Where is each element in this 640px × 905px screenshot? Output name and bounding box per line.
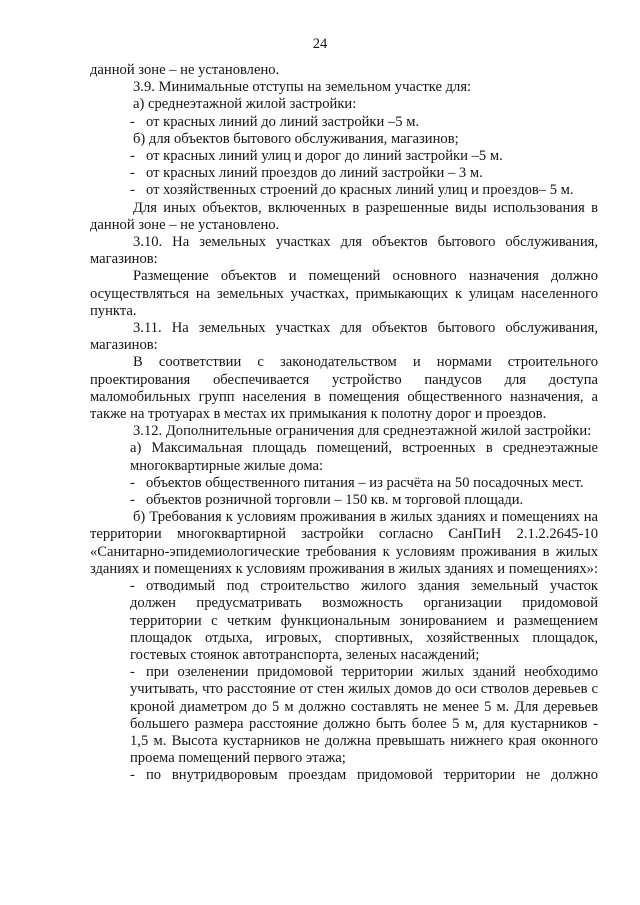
- list-item: а) Максимальная площадь помещений, встроенных в среднеэтажные многоквартирные жилые дома:: [130, 440, 598, 474]
- dash-item: [90, 165, 598, 182]
- paragraph: данной зоне – не установлено.: [90, 62, 280, 78]
- paragraph: Размещение объектов и помещений основного назначения должно осуществляться на земельных участках, примыкающих к улицам населенного пункта.: [90, 268, 598, 319]
- dash-item-text: от красных линий до линий застройки –5 м.: [146, 113, 420, 130]
- paragraph: В соответствии с законодательством и нормами строительного проектирования обеспечивается устройство пандусов для доступа маломобильных групп населения в помещения общественного назначения, а также на тротуарах в местах их примыкания к полотну дорог и проездов.: [90, 354, 598, 423]
- dash-marker: -: [130, 148, 135, 165]
- section-heading: 3.9. Минимальные отступы на земельном участке для:: [133, 79, 472, 96]
- dash-item: [90, 148, 598, 165]
- dash-item: [90, 578, 598, 664]
- dash-marker: -: [130, 492, 135, 509]
- list-item: б) для объектов бытового обслуживания, магазинов;: [133, 130, 459, 147]
- dash-item-text: объектов общественного питания – из расчёта на 50 посадочных мест.: [146, 474, 584, 491]
- dash-marker: -: [130, 578, 135, 595]
- dash-item-text: от красных линий проездов до линий застройки – 3 м.: [146, 165, 483, 182]
- page-number: 24: [312, 36, 328, 52]
- dash-item: [90, 114, 598, 131]
- dash-item-text: по внутридворовым проездам придомовой территории не должно: [146, 767, 598, 784]
- document-body: [90, 62, 598, 785]
- dash-item: [90, 664, 598, 767]
- dash-item: [90, 492, 598, 509]
- dash-item-text: от хозяйственных строений до красных линий улиц и проездов– 5 м.: [146, 182, 574, 199]
- dash-item: [90, 767, 598, 784]
- dash-item: [90, 475, 598, 492]
- section-heading: 3.12. Дополнительные ограничения для среднеэтажной жилой застройки:: [133, 423, 592, 440]
- dash-item-text: отводимый под строительство жилого здания земельный участок должен предусматривать возможность организации придомовой территории с четким функциональным зонированием и размещением площадок отдыха, игровых, спортивных, хозяйственных площадок, гостевых стоянок автотранспорта, зеленых насаждений;: [130, 578, 598, 663]
- dash-marker: -: [130, 664, 135, 681]
- dash-marker: -: [130, 113, 135, 130]
- dash-item-text: при озеленении придомовой территории жилых зданий необходимо учитывать, что расстояние от стен жилых домов до оси стволов деревьев с кроной диаметром до 5 м должно составлять не менее 5 м. Для деревьев большего размера расстояние должно быть более 5 м, для кустарников - 1,5 м. Высота кустарников не должна превышать нижнего края оконного проема помещений первого этажа;: [130, 664, 598, 767]
- dash-marker: -: [130, 767, 135, 784]
- section-heading: 3.10. На земельных участках для объектов бытового обслуживания, магазинов:: [90, 234, 598, 268]
- dash-marker: -: [130, 165, 135, 182]
- dash-item-text: объектов розничной торговли – 150 кв. м торговой площади.: [146, 492, 524, 509]
- paragraph: Для иных объектов, включенных в разрешенные виды использования в данной зоне – не установлено.: [90, 199, 598, 233]
- dash-item-text: от красных линий улиц и дорог до линий застройки –5 м.: [146, 148, 503, 165]
- dash-marker: -: [130, 474, 135, 491]
- section-heading: 3.11. На земельных участках для объектов бытового обслуживания, магазинов:: [90, 320, 598, 354]
- list-item: а) среднеэтажной жилой застройки:: [133, 96, 357, 113]
- dash-marker: -: [130, 182, 135, 199]
- dash-item: [90, 182, 598, 199]
- list-item: б) Требования к условиям проживания в жилых зданиях и помещениях на территории многоквартирной застройки согласно СанПиН 2.1.2.2645-10 «Санитарно-эпидемиологические требования к условиям проживания в жилых зданиях и помещениях к условиям проживания в жилых зданиях и помещениях»:: [90, 509, 598, 577]
